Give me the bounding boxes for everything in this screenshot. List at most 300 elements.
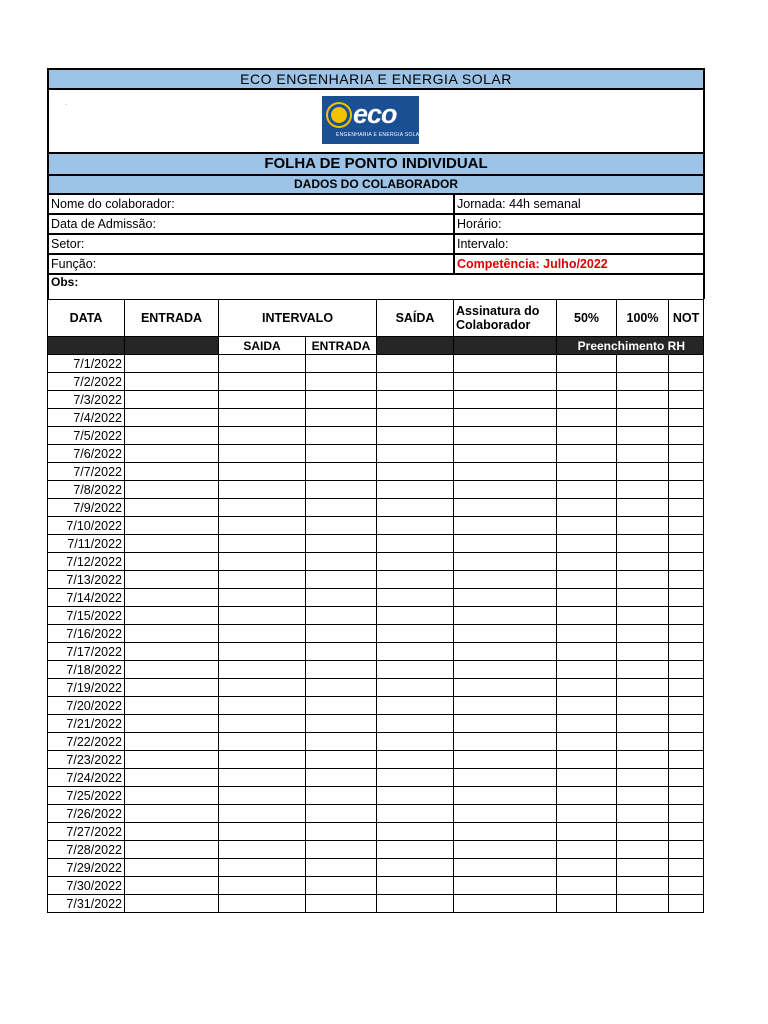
intervalo-saida-cell[interactable]: [219, 751, 306, 769]
intervalo-saida-cell[interactable]: [219, 895, 306, 913]
field-obs[interactable]: Obs:: [48, 274, 704, 299]
intervalo-saida-cell[interactable]: [219, 445, 306, 463]
intervalo-saida-cell[interactable]: [219, 571, 306, 589]
assinatura-cell[interactable]: [454, 733, 557, 751]
not-cell[interactable]: [669, 859, 704, 877]
entrada-cell[interactable]: [125, 859, 219, 877]
table-row: [48, 427, 704, 445]
p100-cell[interactable]: [617, 499, 669, 517]
p50-cell[interactable]: [557, 805, 617, 823]
table-row: [48, 607, 704, 625]
entrada-cell[interactable]: [125, 661, 219, 679]
saida-cell[interactable]: [377, 355, 454, 373]
intervalo-entrada-cell[interactable]: [306, 733, 377, 751]
saida-cell[interactable]: [377, 643, 454, 661]
intervalo-saida-cell[interactable]: [219, 625, 306, 643]
intervalo-saida-cell[interactable]: [219, 769, 306, 787]
field-funcao[interactable]: Função:: [48, 254, 454, 274]
saida-cell[interactable]: [377, 733, 454, 751]
intervalo-entrada-cell[interactable]: [306, 391, 377, 409]
saida-cell[interactable]: [377, 877, 454, 895]
entrada-cell[interactable]: [125, 769, 219, 787]
intervalo-saida-cell[interactable]: [219, 589, 306, 607]
intervalo-entrada-cell[interactable]: [306, 787, 377, 805]
assinatura-cell[interactable]: [454, 769, 557, 787]
p50-cell[interactable]: [557, 661, 617, 679]
not-cell[interactable]: [669, 769, 704, 787]
intervalo-saida-cell[interactable]: [219, 553, 306, 571]
not-cell[interactable]: [669, 751, 704, 769]
entrada-cell[interactable]: [125, 895, 219, 913]
not-cell[interactable]: [669, 895, 704, 913]
assinatura-cell[interactable]: [454, 499, 557, 517]
intervalo-entrada-cell[interactable]: [306, 895, 377, 913]
table-row: [48, 499, 704, 517]
entrada-cell[interactable]: [125, 391, 219, 409]
entrada-cell[interactable]: [125, 607, 219, 625]
p50-cell[interactable]: [557, 859, 617, 877]
p100-cell[interactable]: [617, 463, 669, 481]
p100-cell[interactable]: [617, 679, 669, 697]
p100-cell[interactable]: [617, 715, 669, 733]
p50-cell[interactable]: [557, 895, 617, 913]
entrada-cell[interactable]: [125, 481, 219, 499]
intervalo-entrada-cell[interactable]: [306, 463, 377, 481]
assinatura-cell[interactable]: [454, 409, 557, 427]
not-cell[interactable]: [669, 841, 704, 859]
p100-cell[interactable]: [617, 895, 669, 913]
table-row: [48, 805, 704, 823]
p100-cell[interactable]: [617, 841, 669, 859]
assinatura-cell[interactable]: [454, 751, 557, 769]
not-cell[interactable]: [669, 571, 704, 589]
assinatura-cell[interactable]: [454, 517, 557, 535]
assinatura-cell[interactable]: [454, 787, 557, 805]
p100-cell[interactable]: [617, 661, 669, 679]
intervalo-saida-cell[interactable]: [219, 805, 306, 823]
not-cell[interactable]: [669, 391, 704, 409]
entrada-cell[interactable]: [125, 643, 219, 661]
p50-cell[interactable]: [557, 823, 617, 841]
not-cell[interactable]: [669, 823, 704, 841]
field-competencia[interactable]: Competência: Julho/2022: [454, 254, 704, 274]
p100-cell[interactable]: [617, 445, 669, 463]
not-cell[interactable]: [669, 517, 704, 535]
date-cell: 7/27/2022: [48, 823, 125, 841]
p50-cell[interactable]: [557, 499, 617, 517]
entrada-cell[interactable]: [125, 409, 219, 427]
not-cell[interactable]: [669, 679, 704, 697]
p50-cell[interactable]: [557, 769, 617, 787]
entrada-cell[interactable]: [125, 517, 219, 535]
sun-icon: [331, 107, 347, 123]
assinatura-cell[interactable]: [454, 715, 557, 733]
not-cell[interactable]: [669, 427, 704, 445]
p100-cell[interactable]: [617, 859, 669, 877]
p50-cell[interactable]: [557, 391, 617, 409]
date-cell: 7/12/2022: [48, 553, 125, 571]
p50-cell[interactable]: [557, 643, 617, 661]
saida-cell[interactable]: [377, 463, 454, 481]
intervalo-saida-cell[interactable]: [219, 463, 306, 481]
intervalo-entrada-cell[interactable]: [306, 859, 377, 877]
intervalo-entrada-cell[interactable]: [306, 481, 377, 499]
entrada-cell[interactable]: [125, 715, 219, 733]
p50-cell[interactable]: [557, 841, 617, 859]
table-row: [48, 445, 704, 463]
entrada-cell[interactable]: [125, 463, 219, 481]
intervalo-entrada-cell[interactable]: [306, 643, 377, 661]
entrada-cell[interactable]: [125, 697, 219, 715]
intervalo-entrada-cell[interactable]: [306, 409, 377, 427]
intervalo-saida-cell[interactable]: [219, 517, 306, 535]
logo-area: [48, 89, 704, 153]
date-cell: 7/3/2022: [48, 391, 125, 409]
saida-cell[interactable]: [377, 445, 454, 463]
intervalo-entrada-cell[interactable]: [306, 661, 377, 679]
p50-cell[interactable]: [557, 733, 617, 751]
intervalo-entrada-cell[interactable]: [306, 679, 377, 697]
not-cell[interactable]: [669, 409, 704, 427]
assinatura-cell[interactable]: [454, 823, 557, 841]
intervalo-saida-cell[interactable]: [219, 877, 306, 895]
saida-cell[interactable]: [377, 481, 454, 499]
saida-cell[interactable]: [377, 895, 454, 913]
assinatura-cell[interactable]: [454, 481, 557, 499]
intervalo-entrada-cell[interactable]: [306, 499, 377, 517]
entrada-cell[interactable]: [125, 445, 219, 463]
p100-cell[interactable]: [617, 697, 669, 715]
date-cell: 7/1/2022: [48, 355, 125, 373]
saida-cell[interactable]: [377, 859, 454, 877]
timesheet: [47, 68, 703, 913]
intervalo-entrada-cell[interactable]: [306, 517, 377, 535]
entrada-cell[interactable]: [125, 733, 219, 751]
intervalo-saida-cell[interactable]: [219, 391, 306, 409]
intervalo-entrada-cell[interactable]: [306, 715, 377, 733]
p50-cell[interactable]: [557, 877, 617, 895]
date-cell: 7/30/2022: [48, 877, 125, 895]
saida-cell[interactable]: [377, 841, 454, 859]
p50-cell[interactable]: [557, 517, 617, 535]
saida-cell[interactable]: [377, 751, 454, 769]
assinatura-cell[interactable]: [454, 553, 557, 571]
intervalo-entrada-cell[interactable]: [306, 769, 377, 787]
intervalo-saida-cell[interactable]: [219, 823, 306, 841]
table-row: [48, 625, 704, 643]
assinatura-cell[interactable]: [454, 373, 557, 391]
assinatura-cell[interactable]: [454, 877, 557, 895]
saida-cell[interactable]: [377, 499, 454, 517]
p50-cell[interactable]: [557, 571, 617, 589]
entrada-cell[interactable]: [125, 373, 219, 391]
assinatura-cell[interactable]: [454, 697, 557, 715]
not-cell[interactable]: [669, 553, 704, 571]
col-entrada: ENTRADA: [125, 300, 219, 337]
date-cell: 7/5/2022: [48, 427, 125, 445]
intervalo-saida-cell[interactable]: [219, 355, 306, 373]
assinatura-cell[interactable]: [454, 355, 557, 373]
intervalo-entrada-cell[interactable]: [306, 751, 377, 769]
intervalo-saida-cell[interactable]: [219, 643, 306, 661]
not-cell[interactable]: [669, 481, 704, 499]
not-cell[interactable]: [669, 463, 704, 481]
entrada-cell[interactable]: [125, 877, 219, 895]
saida-cell[interactable]: [377, 715, 454, 733]
intervalo-entrada-cell[interactable]: [306, 373, 377, 391]
intervalo-entrada-cell[interactable]: [306, 535, 377, 553]
entrada-cell[interactable]: [125, 355, 219, 373]
saida-cell[interactable]: [377, 787, 454, 805]
assinatura-cell[interactable]: [454, 679, 557, 697]
date-cell: 7/8/2022: [48, 481, 125, 499]
intervalo-saida-cell[interactable]: [219, 697, 306, 715]
intervalo-saida-cell[interactable]: [219, 481, 306, 499]
p50-cell[interactable]: [557, 535, 617, 553]
p100-cell[interactable]: [617, 535, 669, 553]
entrada-cell[interactable]: [125, 535, 219, 553]
p50-cell[interactable]: [557, 625, 617, 643]
table-row: [48, 733, 704, 751]
not-cell[interactable]: [669, 589, 704, 607]
assinatura-cell[interactable]: [454, 571, 557, 589]
p100-cell[interactable]: [617, 877, 669, 895]
saida-cell[interactable]: [377, 553, 454, 571]
intervalo-entrada-cell[interactable]: [306, 877, 377, 895]
p100-cell[interactable]: [617, 427, 669, 445]
assinatura-cell[interactable]: [454, 805, 557, 823]
saida-cell[interactable]: [377, 409, 454, 427]
not-cell[interactable]: [669, 877, 704, 895]
saida-cell[interactable]: [377, 625, 454, 643]
table-row: [48, 877, 704, 895]
table-row: [48, 643, 704, 661]
saida-cell[interactable]: [377, 391, 454, 409]
not-cell[interactable]: [669, 697, 704, 715]
p100-cell[interactable]: [617, 409, 669, 427]
sub-blank: [125, 337, 219, 355]
entrada-cell[interactable]: [125, 589, 219, 607]
saida-cell[interactable]: [377, 607, 454, 625]
not-cell[interactable]: [669, 535, 704, 553]
p50-cell[interactable]: [557, 697, 617, 715]
not-cell[interactable]: [669, 715, 704, 733]
p50-cell[interactable]: [557, 445, 617, 463]
p100-cell[interactable]: [617, 769, 669, 787]
p50-cell[interactable]: [557, 589, 617, 607]
saida-cell[interactable]: [377, 571, 454, 589]
intervalo-entrada-cell[interactable]: [306, 355, 377, 373]
intervalo-entrada-cell[interactable]: [306, 589, 377, 607]
col-data: DATA: [48, 300, 125, 337]
saida-cell[interactable]: [377, 697, 454, 715]
p100-cell[interactable]: [617, 805, 669, 823]
not-cell[interactable]: [669, 787, 704, 805]
not-cell[interactable]: [669, 445, 704, 463]
intervalo-entrada-cell[interactable]: [306, 427, 377, 445]
p100-cell[interactable]: [617, 517, 669, 535]
table-row: [48, 589, 704, 607]
table-row: [48, 481, 704, 499]
assinatura-cell[interactable]: [454, 859, 557, 877]
p100-cell[interactable]: [617, 787, 669, 805]
date-cell: 7/23/2022: [48, 751, 125, 769]
assinatura-cell[interactable]: [454, 463, 557, 481]
saida-cell[interactable]: [377, 589, 454, 607]
entrada-cell[interactable]: [125, 553, 219, 571]
saida-cell[interactable]: [377, 535, 454, 553]
field-intervalo[interactable]: Intervalo:: [454, 234, 704, 254]
p100-cell[interactable]: [617, 373, 669, 391]
entrada-cell[interactable]: [125, 499, 219, 517]
intervalo-entrada-cell[interactable]: [306, 553, 377, 571]
saida-cell[interactable]: [377, 769, 454, 787]
p100-cell[interactable]: [617, 733, 669, 751]
p50-cell[interactable]: [557, 751, 617, 769]
intervalo-saida-cell[interactable]: [219, 715, 306, 733]
assinatura-cell[interactable]: [454, 607, 557, 625]
field-setor[interactable]: Setor:: [48, 234, 454, 254]
p50-cell[interactable]: [557, 409, 617, 427]
saida-cell[interactable]: [377, 427, 454, 445]
saida-cell[interactable]: [377, 373, 454, 391]
intervalo-saida-cell[interactable]: [219, 859, 306, 877]
p100-cell[interactable]: [617, 589, 669, 607]
entrada-cell[interactable]: [125, 787, 219, 805]
intervalo-entrada-cell[interactable]: [306, 607, 377, 625]
table-row: [48, 895, 704, 913]
assinatura-cell[interactable]: [454, 661, 557, 679]
intervalo-saida-cell[interactable]: [219, 679, 306, 697]
p100-cell[interactable]: [617, 607, 669, 625]
not-cell[interactable]: [669, 373, 704, 391]
p50-cell[interactable]: [557, 679, 617, 697]
assinatura-cell[interactable]: [454, 535, 557, 553]
intervalo-saida-cell[interactable]: [219, 841, 306, 859]
intervalo-saida-cell[interactable]: [219, 535, 306, 553]
sub-saida: SAIDA: [219, 337, 306, 355]
assinatura-cell[interactable]: [454, 643, 557, 661]
p50-cell[interactable]: [557, 427, 617, 445]
entrada-cell[interactable]: [125, 841, 219, 859]
logo-tagline: ENGENHARIA E ENERGIA SOLAR: [336, 132, 424, 138]
sub-blank: [377, 337, 454, 355]
date-cell: 7/16/2022: [48, 625, 125, 643]
not-cell[interactable]: [669, 643, 704, 661]
entrada-cell[interactable]: [125, 751, 219, 769]
p100-cell[interactable]: [617, 625, 669, 643]
table-row: [48, 787, 704, 805]
form-title: FOLHA DE PONTO INDIVIDUAL: [48, 153, 704, 175]
intervalo-saida-cell[interactable]: [219, 409, 306, 427]
date-cell: 7/22/2022: [48, 733, 125, 751]
p100-cell[interactable]: [617, 553, 669, 571]
saida-cell[interactable]: [377, 805, 454, 823]
date-cell: 7/24/2022: [48, 769, 125, 787]
table-row: [48, 409, 704, 427]
intervalo-entrada-cell[interactable]: [306, 571, 377, 589]
not-cell[interactable]: [669, 661, 704, 679]
saida-cell[interactable]: [377, 679, 454, 697]
entrada-cell[interactable]: [125, 625, 219, 643]
intervalo-saida-cell[interactable]: [219, 373, 306, 391]
intervalo-saida-cell[interactable]: [219, 661, 306, 679]
entrada-cell[interactable]: [125, 427, 219, 445]
table-row: [48, 841, 704, 859]
p50-cell[interactable]: [557, 463, 617, 481]
p100-cell[interactable]: [617, 571, 669, 589]
saida-cell[interactable]: [377, 823, 454, 841]
not-cell[interactable]: [669, 805, 704, 823]
p50-cell[interactable]: [557, 355, 617, 373]
intervalo-entrada-cell[interactable]: [306, 841, 377, 859]
not-cell[interactable]: [669, 733, 704, 751]
assinatura-cell[interactable]: [454, 445, 557, 463]
intervalo-entrada-cell[interactable]: [306, 823, 377, 841]
p50-cell[interactable]: [557, 373, 617, 391]
field-nome[interactable]: Nome do colaborador:: [48, 194, 454, 214]
sub-blank: [48, 337, 125, 355]
field-admissao[interactable]: Data de Admissão:: [48, 214, 454, 234]
intervalo-saida-cell[interactable]: [219, 733, 306, 751]
intervalo-saida-cell[interactable]: [219, 499, 306, 517]
not-cell[interactable]: [669, 355, 704, 373]
entrada-cell[interactable]: [125, 805, 219, 823]
field-horario[interactable]: Horário:: [454, 214, 704, 234]
p50-cell[interactable]: [557, 787, 617, 805]
assinatura-cell[interactable]: [454, 427, 557, 445]
assinatura-cell[interactable]: [454, 391, 557, 409]
saida-cell[interactable]: [377, 517, 454, 535]
assinatura-cell[interactable]: [454, 841, 557, 859]
field-jornada[interactable]: Jornada: 44h semanal: [454, 194, 704, 214]
intervalo-entrada-cell[interactable]: [306, 445, 377, 463]
p100-cell[interactable]: [617, 643, 669, 661]
p50-cell[interactable]: [557, 715, 617, 733]
intervalo-saida-cell[interactable]: [219, 607, 306, 625]
intervalo-saida-cell[interactable]: [219, 427, 306, 445]
saida-cell[interactable]: [377, 661, 454, 679]
entrada-cell[interactable]: [125, 679, 219, 697]
time-table: [47, 299, 704, 913]
intervalo-entrada-cell[interactable]: [306, 697, 377, 715]
p100-cell[interactable]: [617, 751, 669, 769]
p100-cell[interactable]: [617, 355, 669, 373]
date-cell: 7/15/2022: [48, 607, 125, 625]
assinatura-cell[interactable]: [454, 625, 557, 643]
date-cell: 7/11/2022: [48, 535, 125, 553]
p100-cell[interactable]: [617, 823, 669, 841]
intervalo-entrada-cell[interactable]: [306, 625, 377, 643]
assinatura-cell[interactable]: [454, 895, 557, 913]
date-cell: 7/19/2022: [48, 679, 125, 697]
intervalo-saida-cell[interactable]: [219, 787, 306, 805]
entrada-cell[interactable]: [125, 823, 219, 841]
assinatura-cell[interactable]: [454, 589, 557, 607]
p50-cell[interactable]: [557, 553, 617, 571]
col-assinatura: Assinatura do Colaborador: [454, 300, 557, 337]
not-cell[interactable]: [669, 499, 704, 517]
p100-cell[interactable]: [617, 481, 669, 499]
eco-logo: [322, 96, 424, 144]
not-cell[interactable]: [669, 625, 704, 643]
intervalo-entrada-cell[interactable]: [306, 805, 377, 823]
p50-cell[interactable]: [557, 607, 617, 625]
not-cell[interactable]: [669, 607, 704, 625]
p50-cell[interactable]: [557, 481, 617, 499]
p100-cell[interactable]: [617, 391, 669, 409]
entrada-cell[interactable]: [125, 571, 219, 589]
